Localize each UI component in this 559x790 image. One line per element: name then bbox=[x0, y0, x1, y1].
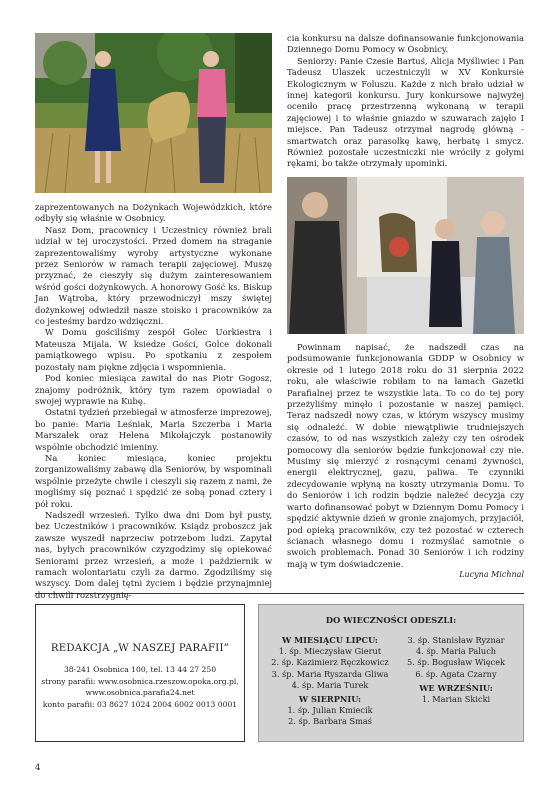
obituary-heading: DO WIECZNOŚCI ODESZLI: bbox=[325, 615, 457, 625]
month-heading: W SIERPNIU: bbox=[298, 694, 362, 705]
paragraph: cia konkursu na dalsze dofinansowanie funkcjonowania Dziennego Domu Pomocy w Osobnicy. bbox=[287, 33, 524, 55]
paragraph: Nadszedł wrzesień. Tylko dwa dni Dom był pusty, bez Uczestników i pracowników. Ksiądz proboszcz jak zawsze wyszedł naprzeciw potrzebom ludzi. Zapytał nas, byłych pracowników czyzgodzimy się opiekować Seniorami przez wrzesień, a może i październik w ramach wolontariatu czyli za darmo. Zgodziliśmy się wszyscy. Dom dalej tętni życiem i będzie przynajmniej do chwili rozstrzygnię- bbox=[35, 509, 272, 600]
author-signature: Lucyna Michnal bbox=[459, 570, 524, 579]
right-article-column-top bbox=[287, 33, 524, 170]
list-item: 5. śp. Bogusław Więcek bbox=[407, 657, 505, 668]
month-heading: WE WRZEŚNIU: bbox=[419, 682, 493, 693]
list-item: 1. śp. Julian Kmiecik bbox=[287, 705, 373, 716]
list-item: 2. śp. Barbara Smaś bbox=[288, 716, 372, 727]
paragraph: zaprezentowanych na Dożynkach Wojewódzkich, które odbyły się właśnie w Osobnicy. bbox=[35, 202, 272, 224]
left-article-column bbox=[35, 202, 272, 601]
divider bbox=[35, 593, 524, 594]
editorial-info-box bbox=[35, 604, 245, 742]
paragraph: Na koniec miesiąca, koniec projektu zorganizowaliśmy zabawę dla Seniorów, by wspominali wspólnie przeżyte chwile i cieszyli się razem z nami, że mogliśmy się poznać i spędzić ze sobą ponad cztery i pół roku. bbox=[35, 452, 272, 509]
harvest-photo-image bbox=[35, 33, 272, 193]
list-item: 1. Marian Skicki bbox=[421, 694, 491, 705]
list-item: 6. śp. Agata Czarny bbox=[415, 668, 497, 679]
month-heading: W MIESIĄCU LIPCU: bbox=[282, 635, 378, 645]
obituary-july-list bbox=[271, 635, 389, 728]
list-item: 4. śp. Maria Paluch bbox=[415, 646, 497, 657]
editorial-address: 38-241 Osobnica 100, tel. 13 44 27 250 bbox=[63, 665, 217, 674]
obituary-box bbox=[258, 604, 524, 742]
paragraph: Seniorzy: Panie Czesie Bartuś, Alicja Myśliwiec i Pan Tadeusz Ulaszek uczestniczyli w XV Konkursie Ekologicznym w Foluszu. Każde z nich brało udział w innej kategorii konkursu. Jury konkursowe najwyżej oceniło pracę przestrzenną wykonaną w terapii zajęciowej i to właśnie gniazdo w szuwarach zajęło I miejsce. Pan Tadeusz otrzymał nagrodę główną - smartwatch oraz parasolkę kawę, herbatę i smycz. Również pozostałe uczestniczki nie wróciły z gołymi rękami, bo także otrzymały upominki. bbox=[287, 55, 524, 169]
photo-harvest-women bbox=[35, 33, 272, 193]
list-item: 4. śp. Maria Turek bbox=[291, 679, 369, 690]
obituary-july-list-continued bbox=[397, 635, 515, 705]
editorial-website-1: strony parafii: www.osobnica.rzeszow.opoka.org.pl, bbox=[41, 676, 239, 686]
paragraph: Ostatni tydzień przebiegał w atmosferze imprezowej, bo panie: Maria Leśniak, Maria Szczerba i Maria Marszałek oraz Helena Mikołajczyk postanowiły wspólnie obchodzić imieniny. bbox=[35, 407, 272, 452]
page-number: 4 bbox=[35, 763, 41, 773]
list-item: 2. śp. Kazimierz Ręczkowicz bbox=[271, 657, 389, 668]
right-article-column-bottom bbox=[287, 342, 524, 570]
photo-award-seniors bbox=[287, 177, 524, 334]
editorial-website-2: www.osobnica.parafia24.net bbox=[85, 688, 195, 698]
paragraph: Pod koniec miesiąca zawitał do nas Piotr Gogosz, znajomy podróżnik, który tym razem opowiadał o swojej wyprawie na Kubę. bbox=[35, 373, 272, 406]
list-item: 3. śp. Stanisław Ryznar bbox=[407, 635, 505, 645]
paragraph: Powinnam napisać, że nadszedł czas na podsumowanie funkcjonowania GDDP w Osobnicy w okresie od 1 lutego 2018 roku do 31 sierpnia 2022 roku, ale właściwie robiłam to na łamach Gazetki Parafialnej przez te wszystkie lata. To co do tej pory przeżyliśmy minęło i pozostanie w naszej pamięci. Teraz nadszedł nowy czas, w którym wszyscy musimy się odnaleźć. W dobie niewątpliwie trudniejszych czasów, to od nas wszystkich zależy czy ten ośrodek pomocowy dla seniorów będzie funkcjonował czy nie. Musimy się mierzyć z rosnącymi cenami żywności, energii elektrycznej, gazu, paliwa. Te czynniki zdecydowanie wpłyną na koszty utrzymania Domu. To do Seniorów i ich rodzin będzie należeć decyzja czy warto dofinansować pobyt w Dziennym Domu Pomocy i spędzić aktywnie dzień w gronie znajomych, przyjaciół, pod opieką pracowników, czy też pozostać w czterech ścianach własnego domu i rozmyślać samotnie o swoich problemach. Ponad 30 Seniorów i ich rodziny mają w tym doświadczenie. bbox=[287, 342, 524, 569]
list-item: 3. śp. Maria Ryszarda Gliwa bbox=[271, 668, 389, 679]
editorial-bank-account: konto parafii: 03 8627 1024 2004 6002 0013 0001 bbox=[42, 699, 238, 709]
list-item: 1. śp. Mieczysław Gierut bbox=[278, 646, 382, 657]
award-photo-image bbox=[287, 177, 524, 334]
editorial-title: REDAKCJA „W NASZEJ PARAFII” bbox=[50, 643, 230, 654]
paragraph: W Domu gościliśmy zespół Golec Uorkiestra i Mateusza Mijala. W ksiedze Gości, Golce dokonali pamiątkowego wpisu. Po spotkaniu z zespołem pozostały nam piękne zdjęcia i wspomnienia. bbox=[35, 327, 272, 372]
paragraph: Nasz Dom, pracownicy i Uczestnicy również brali udział w tej uroczystości. Przed domem na straganie zaprezentowaliśmy wyroby artystyczne wykonane przez Seniorów w ramach terapii zajęciowej. Muszę przyznać, że cieszyły się dużym zainteresowaniem wśród gości dożynkowych. A honorowy Gość ks. Biskup Jan Wątroba, który przewodniczył mszy świętej dożynkowej odwiedził nasze stoisko i pracowników za co jesteśmy bardzo wdzięczni. bbox=[35, 224, 272, 327]
